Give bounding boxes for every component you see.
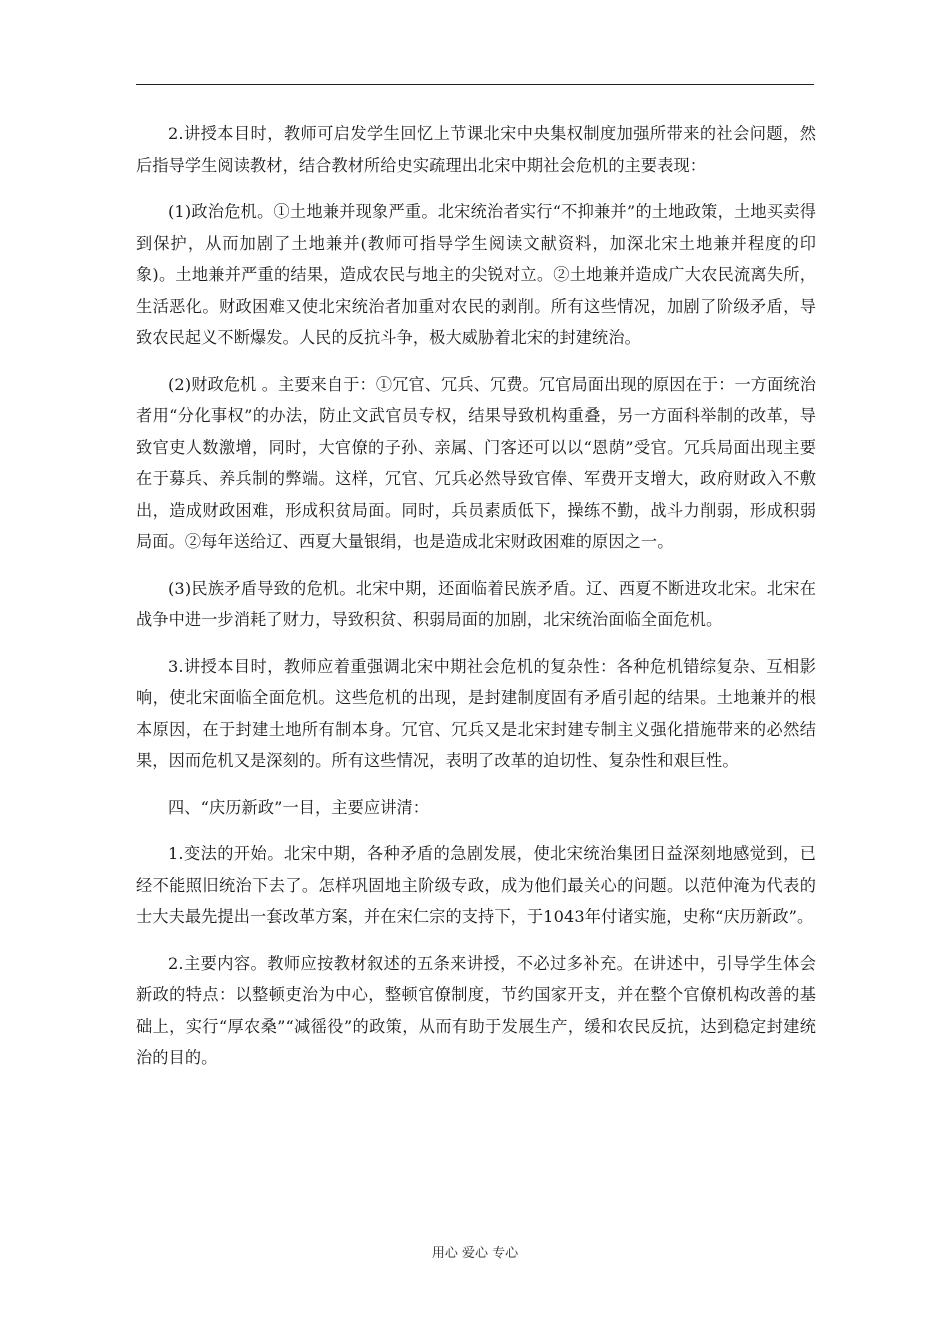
paragraph-reform-start: 1.变法的开始。北宋中期，各种矛盾的急剧发展，使北宋统治集团日益深刻地感觉到，已经不能照旧统治下去了。怎样巩固地主阶级专政，成为他们最关心的问题。以范仲淹为代表的士大夫最先提出一套改革方案，并在宋仁宗的支持下，于1043年付诸实施，史称“庆历新政”。 (136, 844, 816, 926)
section-heading-qingli-reform: 四、“庆历新政”一目，主要应讲清： (168, 797, 430, 817)
document-body (136, 118, 816, 1089)
paragraph-teaching-note-3: 3.讲授本目时，教师应着重强调北宋中期社会危机的复杂性：各种危机错综复杂、互相影响，使北宋面临全面危机。这些危机的出现，是封建制度固有矛盾引起的结果。土地兼并的根本原因，在于封建土地所有制本身。冗官、冗兵又是北宋封建专制主义强化措施带来的必然结果，因而危机又是深刻的。所有这些情况，表明了改革的迫切性、复杂性和艰巨性。 (136, 656, 816, 770)
paragraph-political-crisis: (1)政治危机。①土地兼并现象严重。北宋统治者实行“不抑兼并”的土地政策，土地买卖得到保护，从而加剧了土地兼并(教师可指导学生阅读文献资料，加深北宋土地兼并程度的印象)。土地兼并严重的结果，造成农民与地主的尖锐对立。②土地兼并造成广大农民流离失所，生活恶化。财政困难又使北宋统治者加重对农民的剥削。所有这些情况，加剧了阶级矛盾，导致农民起义不断爆发。人民的反抗斗争，极大威胁着北宋的封建统治。 (136, 202, 816, 347)
paragraph-reform-content: 2.主要内容。教师应按教材叙述的五条来讲授，不必过多补充。在讲述中，引导学生体会新政的特点：以整顿吏治为中心，整顿官僚制度，节约国家开支，并在整个官僚机构改善的基础上，实行“厚农桑”“减徭役”的政策，从而有助于发展生产，缓和农民反抗，达到稳定封建统治的目的。 (136, 953, 816, 1067)
page-footer: 用心 爱心 专心 (431, 1246, 519, 1261)
header-rule (136, 84, 814, 85)
paragraph-ethnic-crisis: (3)民族矛盾导致的危机。北宋中期，还面临着民族矛盾。辽、西夏不断进攻北宋。北宋在战争中进一步消耗了财力，导致积贫、积弱局面的加剧，北宋统治面临全面危机。 (136, 578, 816, 629)
paragraph-teaching-note-2: 2.讲授本目时，教师可启发学生回忆上节课北宋中央集权制度加强所带来的社会问题，然后指导学生阅读教材，结合教材所给史实疏理出北宋中期社会危机的主要表现： (136, 124, 816, 175)
paragraph-financial-crisis: (2)财政危机 。主要来自于：①冗官、冗兵、冗费。冗官局面出现的原因在于：一方面统治者用“分化事权”的办法，防止文武官员专权，结果导致机构重叠，另一方面科举制的改革，导致官吏人数激增，同时，大官僚的子孙、亲属、门客还可以以“恩荫”受官。冗兵局面出现主要在于募兵、养兵制的弊端。这样，冗官、冗兵必然导致官俸、军费开支增大，政府财政入不敷出，造成财政困难，形成积贫局面。同时，兵员素质低下，操练不勤，战斗力削弱，形成积弱局面。②每年送给辽、西夏大量银绢，也是造成北宋财政困难的原因之一。 (136, 374, 816, 551)
